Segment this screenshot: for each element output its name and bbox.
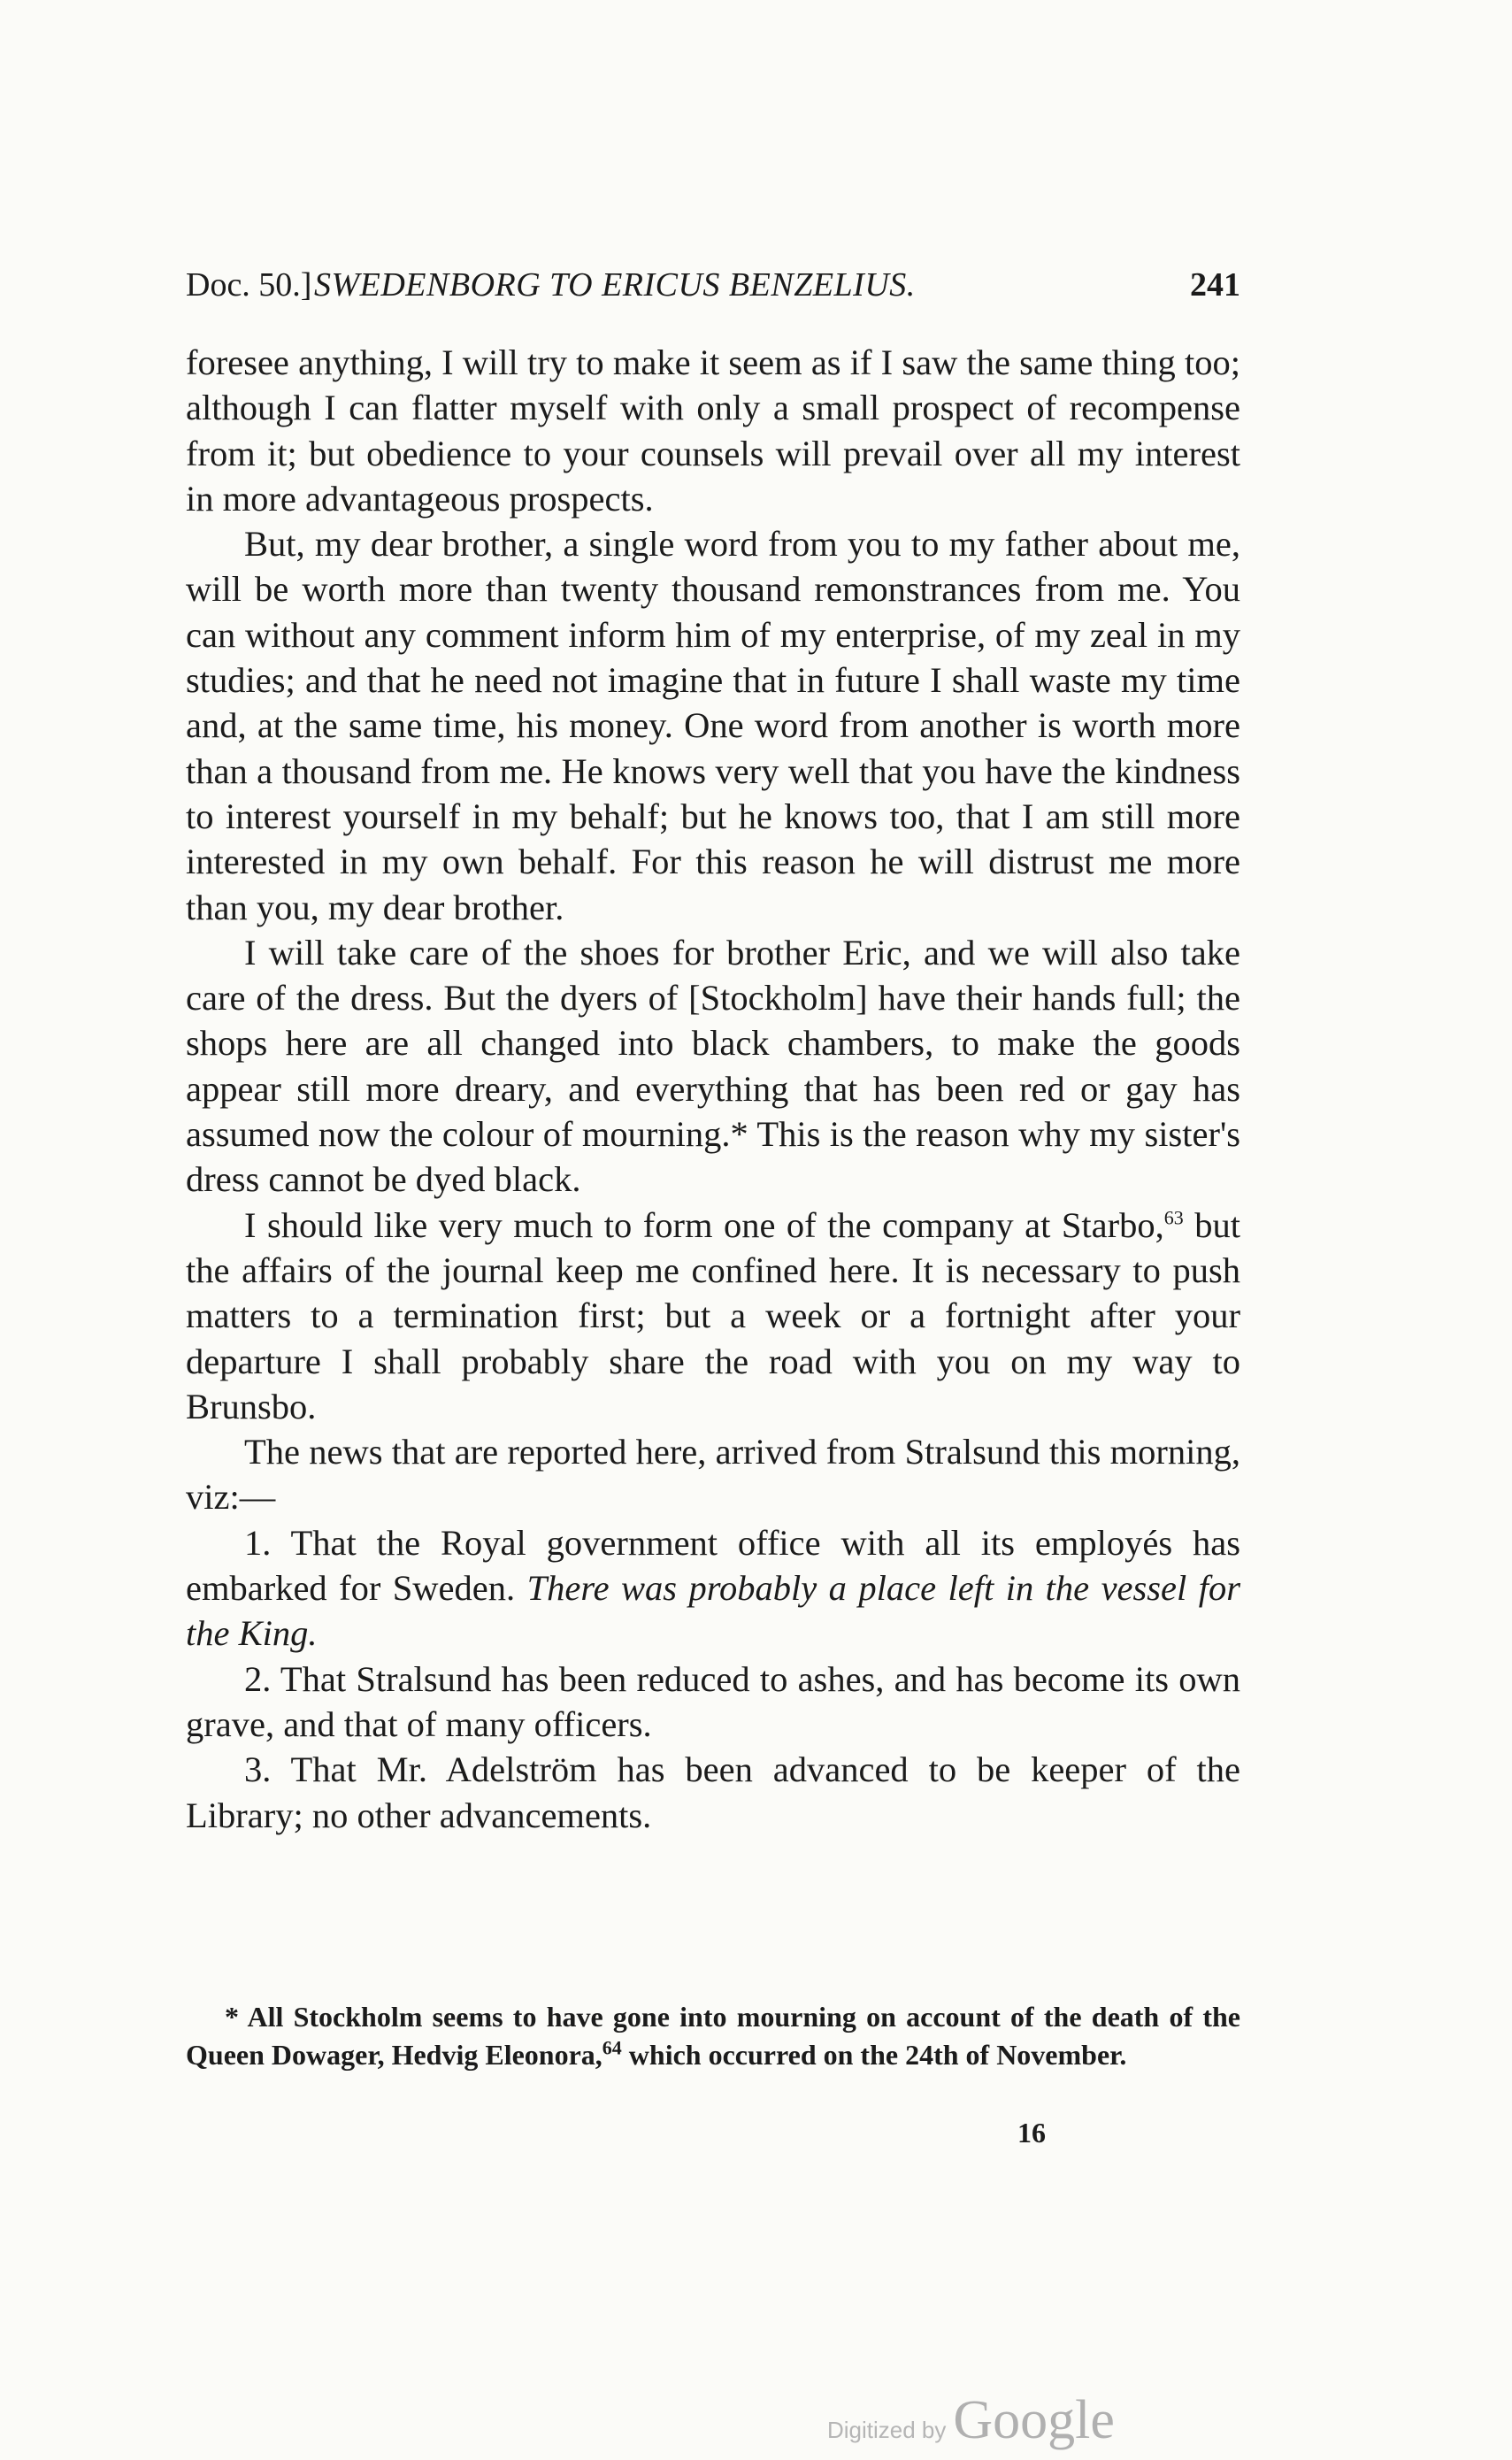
letter-body xyxy=(186,340,1240,1838)
note-reference: 63 xyxy=(1163,1206,1184,1229)
running-header xyxy=(186,258,1240,311)
list-number: 1. xyxy=(244,1522,272,1563)
footnote-text-part: which occurred on the 24th of November. xyxy=(621,2039,1127,2071)
document-reference: Doc. 50.] xyxy=(186,266,312,304)
footnote-text-part: * All Stockholm seems to have gone into mourning on account of the death of the Queen Dowager, Hedvig Eleonora, xyxy=(186,2001,1240,2071)
paragraph: I will take care of the shoes for brother Eric, and we will also take care of the dress. But the dyers of [Stockholm] have their hands full; the shops here are all changed into black chambers, to make the goods appear still more dreary, and everything that has been red or gay has assumed now the colour of mourning.* This is the reason why my sister's dress cannot be dyed black. xyxy=(186,932,1240,1200)
list-text: That Mr. Adelström has been advanced to be keeper of the Library; no other advancements. xyxy=(186,1749,1240,1835)
list-number: 3. xyxy=(244,1749,272,1790)
digitized-by-label: Digitized by xyxy=(827,2417,947,2443)
paragraph-continued: foresee anything, I will try to make it seem as if I saw the same thing too; although I can flatter myself with only a small prospect of recompense from it; but obedience to your counsels will prevail over all my interest in more advantageous prospects. xyxy=(186,342,1240,519)
running-title: SWEDENBORG TO ERICUS BENZELIUS. xyxy=(314,266,916,304)
list-item xyxy=(186,1520,1240,1657)
note-reference: 64 xyxy=(602,2036,622,2059)
signature-mark: 16 xyxy=(1017,2117,1046,2149)
list-italic-text: There was probably a place left in the vessel for the King. xyxy=(186,1568,1240,1654)
list-text: That the Royal government office with all its employés has embarked for Sweden. xyxy=(186,1522,1240,1609)
digitized-watermark xyxy=(827,2389,1115,2460)
list-text: That Stralsund has been reduced to ashes, and has become its own grave, and that of many officers. xyxy=(186,1658,1240,1744)
list-number: 2. xyxy=(244,1658,272,1699)
google-logo: Google xyxy=(953,2390,1115,2450)
paragraph: The news that are reported here, arrived from Stralsund this morning, viz:— xyxy=(186,1432,1240,1518)
footnote xyxy=(186,1998,1240,2074)
list-item xyxy=(186,1657,1240,1748)
paragraph xyxy=(186,1203,1240,1429)
footnote-text xyxy=(186,1998,1240,2074)
paragraph-text: I should like very much to form one of the company at Starbo, xyxy=(244,1204,1164,1245)
list-item xyxy=(186,1747,1240,1838)
paragraph-text: but the affairs of the journal keep me confined here. It is necessary to push matters to a termination first; but a week or a fortnight after your departure I shall probably share the road with you on my way to Brunsbo. xyxy=(186,1204,1240,1426)
paragraph: But, my dear brother, a single word from you to my father about me, will be worth more than twenty thousand remonstrances from me. You can without any comment inform him of my enterprise, of my zeal in my studies; and that he need not imagine that in future I shall waste my time and, at the same time, his money. One word from another is worth more than a thousand from me. He knows very well that you have the kindness to interest yourself in my behalf; but he knows too, that I am still more interested in my own behalf. For this reason he will distrust me more than you, my dear brother. xyxy=(186,524,1240,927)
page-number: 241 xyxy=(1190,266,1240,304)
